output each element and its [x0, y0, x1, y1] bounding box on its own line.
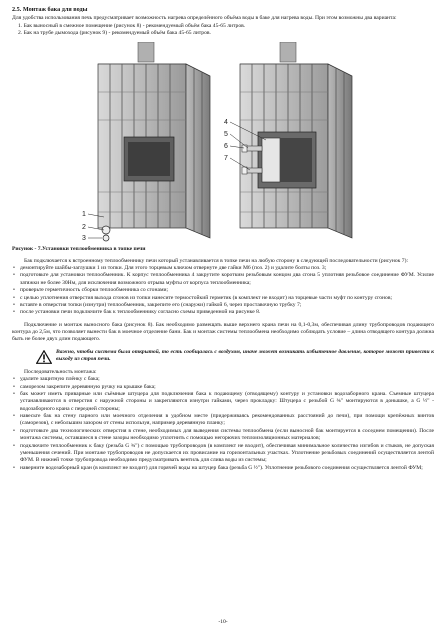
tank-options-list — [12, 23, 434, 38]
connection-paragraph: Подключение и монтаж выносного бака (рисунок 8). Бак необходимо размещать выше верхнего крана печи на 0,1-0,3м, обеспечивая длину трубопроводов подающего контура до 2,5м, что позволяет вынести бак в моечное отделение бани. Бак и монтаж системы теплообмена необходимо соблюдать условие – длина отводящего контура должна быть не более двух длин подающего. — [12, 321, 434, 343]
install-step: • подготовьте для установки теплообменник. К корпус теплообменника 4 закрутите коротким резьбовым концом два сгона 5 уплотняя резьбовое соединение ФУМ. Усилие затяжки не более 30Нм, для исключения возможного отрыва муфты от корпуса теплообменника; — [12, 272, 434, 287]
sequence-step: • бак может иметь приварные или съёмные штуцера для подключения бака к подающему (отводящему) контуру и установки водозаборного крана. Съемные штуцера устанавливаются в отверстия с наружной стороны и закрепляются изнутри гайками, через прокладку: Штуцера с резьбой G ¾" монтируются в донышке, а G ½" - водозаборного крана с передней стороны; — [12, 391, 434, 413]
tank-option: 1. Бак выносный в смежное помещение (рисунок 8) - рекомендуемый объём бака 45-65 литров. — [18, 22, 246, 29]
sequence-steps-list — [12, 376, 434, 472]
page-number: -10- — [218, 618, 228, 625]
install-steps-list — [12, 265, 434, 317]
install-step: • после установки печи подключите бак к теплообменнику согласно схемы приведенной на рисунке 8. — [12, 309, 434, 316]
figure-label: 6 — [224, 143, 228, 151]
warning-text: Важно, чтобы система была открытой, то есть сообщалась с воздухом, иначе может возникать избыточное давление, которое может привести к выходу из строя печи. — [56, 348, 434, 363]
install-step: • вставте в отверстия топки (изнутри) теплообменник, закрепите его (снаружи) гайкой 6, через проставочную трубку 7; — [12, 302, 434, 309]
figure-label: 3 — [82, 235, 86, 243]
install-step: • с целью уплотнения отверстия выхода сгонов из топки нанесите термостойкий герметик (в комплект не входит) на торцевые части муфт по контуру сгонов; — [12, 295, 434, 302]
figure-label: 2 — [82, 224, 86, 232]
sequence-step: • подготовьте два технологических отверстия в стене, необходимых для выведения системы теплообмена (если выносной бак монтируется в соседнем помещении). После монтажа системы, оставшиеся в стене зазоры необходимо уплотнить с помощью негорючих теплоизоляционных материалов; — [12, 428, 434, 443]
sequence-step: • навесьте бак на стену парного или моечного отделения в удобном месте (придерживаясь рекомендованных расстояний до печи), при помощи крепёжных винтов (саморезов), с небольшим зазором от стены используя, например деревянную планку; — [12, 413, 434, 428]
install-step: • проверьте герметичность сборки теплообменника со сгонами; — [12, 287, 434, 294]
warning-icon — [36, 350, 52, 364]
section-title: 2.5. Монтаж бака для воды — [12, 6, 88, 13]
stove-left-illustration — [80, 42, 220, 242]
stove-right-illustration — [222, 42, 362, 242]
sequence-step: • саморезом закрепите деревянную ручку на крышке бака; — [12, 384, 434, 391]
figure-label: 1 — [82, 211, 86, 219]
sequence-step: • подключите теплообменник к баку (резьба G ¾") с помощью трубопроводов (в комплект не входит), обеспечивая минимальное количество изгибов и стыков, не допуская уменьшения сечений. При монтаже трубопроводов не допускается их провисание на горизонтальных участках. Уплотнение резьбовых соединений осуществляется лентой ФУМ. В нижней точке трубопровода необходимо предусматривать вентиль для слива воды из системы; — [12, 443, 434, 465]
sequence-step: • удалите защитную плёнку с бака; — [12, 376, 434, 383]
figure-7 — [12, 42, 434, 242]
install-step: • демонтируйте шайбы-заглушки 1 из топки. Для этого торцевым ключом отвернуте две гайки М6 (поз. 2) и удалите болты поз. 3; — [12, 265, 434, 272]
warning-block — [12, 349, 434, 364]
figure-label: 7 — [224, 155, 228, 163]
sequence-title: Последовательность монтажа: — [24, 368, 97, 375]
install-intro: Бак подключается к встроенному теплообменнику печи который устанавливается в топке печи на любую сторону в следующей последовательности (рисунок 7): — [24, 257, 409, 264]
tank-option: 2. Бак на трубе дымохода (рисунок 9) - рекомендуемый объём бака 45-65 литров. — [18, 29, 211, 36]
figure-label: 4 — [224, 119, 228, 127]
figure-label: 5 — [224, 131, 228, 139]
sequence-step: • наверните водозаборный кран (в комплект не входит) для горячей воды на штуцер бака (резьба G ½"). Уплотнение резьбового соединения осуществляется лентой ФУМ; — [12, 465, 434, 472]
section-intro: Для удобства использования печь предусматривает возможность нагрева определённого объёма воды в баке для нагрева воды. При этом возможны два варианта: — [12, 15, 397, 22]
figure-caption: Рисунок - 7.Установки теплообменника в топке печи — [12, 246, 146, 253]
